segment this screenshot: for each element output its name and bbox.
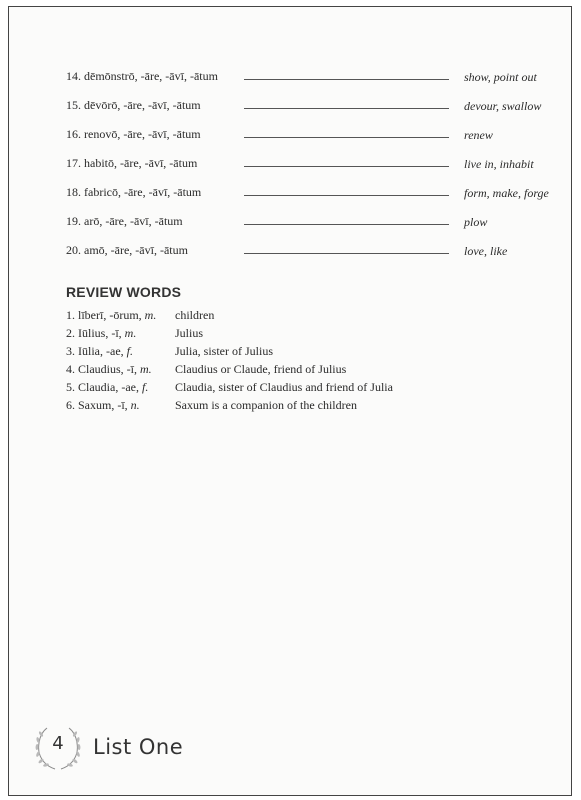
english-meaning: devour, swallow <box>464 99 542 113</box>
review-meaning: children <box>175 308 215 322</box>
latin-term: 20. amō, -āre, -āvī, -ātum <box>66 243 188 257</box>
vocab-row <box>66 125 556 145</box>
answer-blank[interactable] <box>244 79 449 80</box>
latin-term: 18. fabricō, -āre, -āvī, -ātum <box>66 185 202 199</box>
review-item <box>66 308 526 326</box>
review-words-list <box>66 308 526 416</box>
review-term: 2. Iūlius, -ī, m. <box>66 326 137 340</box>
review-meaning: Claudius or Claude, friend of Julius <box>175 362 347 376</box>
vocab-row <box>66 96 556 116</box>
vocab-row <box>66 212 556 232</box>
vocab-row <box>66 183 556 203</box>
review-item <box>66 326 526 344</box>
page-number: 4 <box>52 733 64 754</box>
review-item <box>66 362 526 380</box>
review-term: 6. Saxum, -ī, n. <box>66 398 140 412</box>
review-meaning: Julius <box>175 326 204 340</box>
vocab-row <box>66 67 556 87</box>
review-meaning: Saxum is a companion of the children <box>175 398 357 412</box>
latin-term: 15. dēvōrō, -āre, -āvī, -ātum <box>66 98 201 112</box>
review-item <box>66 380 526 398</box>
list-title: List One <box>93 735 184 759</box>
review-term: 3. Iūlia, -ae, f. <box>66 344 133 358</box>
review-meaning: Julia, sister of Julius <box>175 344 273 358</box>
worksheet-page <box>8 6 572 796</box>
english-meaning: live in, inhabit <box>464 157 534 171</box>
answer-blank[interactable] <box>244 195 449 196</box>
english-meaning: form, make, forge <box>464 186 549 200</box>
review-term: 4. Claudius, -ī, m. <box>66 362 152 376</box>
review-item <box>66 398 526 416</box>
latin-term: 17. habitō, -āre, -āvī, -ātum <box>66 156 198 170</box>
review-term: 1. līberī, -ōrum, m. <box>66 308 157 322</box>
answer-blank[interactable] <box>244 224 449 225</box>
review-term: 5. Claudia, -ae, f. <box>66 380 149 394</box>
review-words-heading: REVIEW WORDS <box>66 284 182 300</box>
review-item <box>66 344 526 362</box>
answer-blank[interactable] <box>244 253 449 254</box>
page-footer <box>33 723 233 773</box>
english-meaning: love, like <box>464 244 508 258</box>
answer-blank[interactable] <box>244 108 449 109</box>
vocab-row <box>66 241 556 261</box>
answer-blank[interactable] <box>244 137 449 138</box>
answer-blank[interactable] <box>244 166 449 167</box>
review-meaning: Claudia, sister of Claudius and friend of Julia <box>175 380 393 394</box>
english-meaning: renew <box>464 128 493 142</box>
latin-term: 19. arō, -āre, -āvī, -ātum <box>66 214 183 228</box>
vocab-row <box>66 154 556 174</box>
latin-term: 16. renovō, -āre, -āvī, -ātum <box>66 127 201 141</box>
latin-term: 14. dēmōnstrō, -āre, -āvī, -ātum <box>66 69 218 83</box>
english-meaning: plow <box>464 215 488 229</box>
english-meaning: show, point out <box>464 70 537 84</box>
